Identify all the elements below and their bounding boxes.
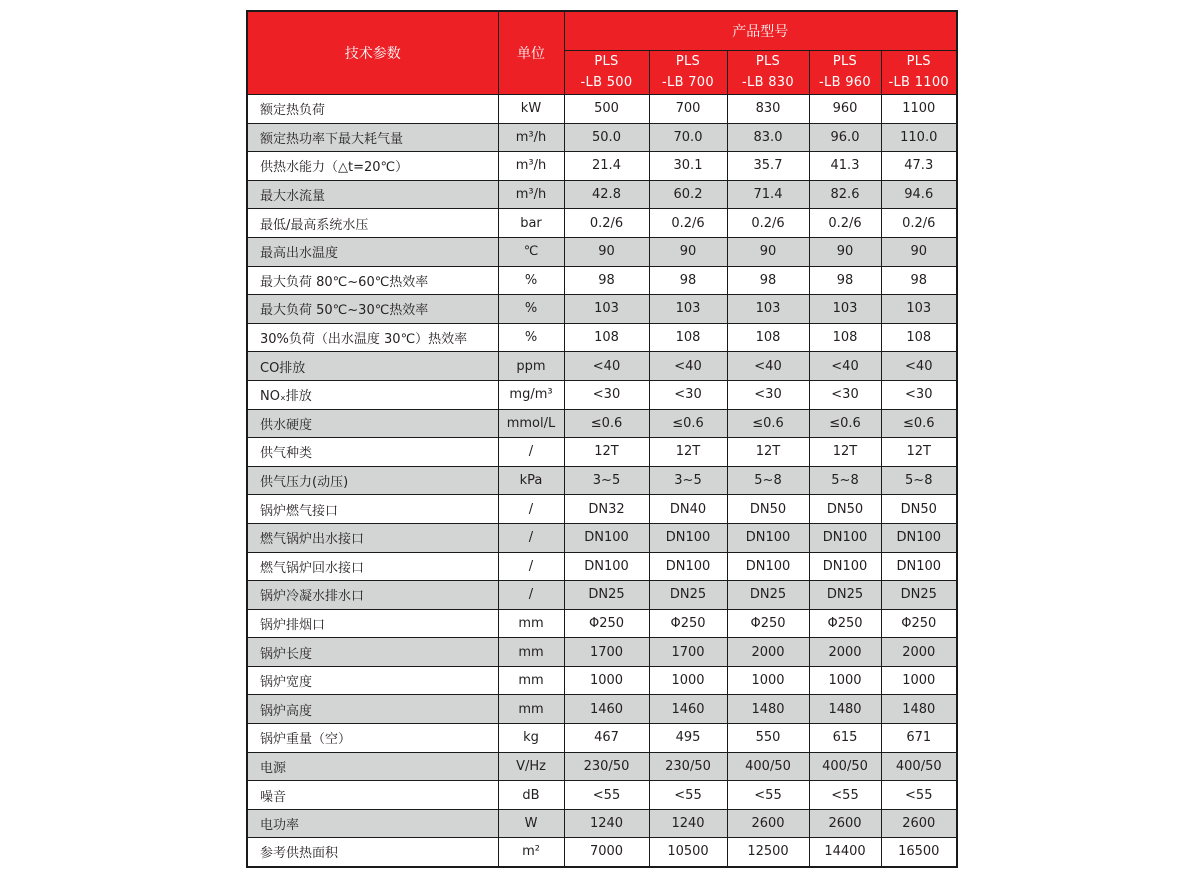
table-row	[247, 95, 957, 124]
table-row	[247, 323, 957, 352]
value-cell: Φ250	[881, 609, 957, 638]
product-spec-table	[246, 10, 958, 868]
model-header-cell	[727, 51, 809, 95]
value-cell: <55	[727, 781, 809, 810]
value-cell: Φ250	[727, 609, 809, 638]
table-row	[247, 152, 957, 181]
value-cell: <40	[881, 352, 957, 381]
table-row	[247, 380, 957, 409]
value-cell: 12T	[809, 438, 881, 467]
value-cell: 1480	[881, 695, 957, 724]
value-cell: 1000	[727, 666, 809, 695]
value-cell: 90	[564, 237, 649, 266]
table-row	[247, 209, 957, 238]
value-cell: 550	[727, 724, 809, 753]
unit-cell: kPa	[498, 466, 564, 495]
header-group-row	[247, 11, 957, 51]
unit-cell: %	[498, 266, 564, 295]
model-name-line: -LB 1100	[888, 74, 949, 90]
value-cell: 0.2/6	[881, 209, 957, 238]
value-cell: 71.4	[727, 180, 809, 209]
value-cell: 1240	[564, 809, 649, 838]
value-cell: 3~5	[564, 466, 649, 495]
table-row	[247, 409, 957, 438]
unit-cell: %	[498, 323, 564, 352]
model-group-header: 产品型号	[564, 11, 957, 51]
param-cell: 锅炉冷凝水排水口	[247, 581, 498, 610]
table-row	[247, 609, 957, 638]
param-cell: 供气种类	[247, 438, 498, 467]
value-cell: 467	[564, 724, 649, 753]
value-cell: Φ250	[649, 609, 727, 638]
value-cell: DN25	[881, 581, 957, 610]
value-cell: 98	[809, 266, 881, 295]
model-name-line: -LB 500	[580, 74, 633, 90]
table-row	[247, 123, 957, 152]
value-cell: 230/50	[564, 752, 649, 781]
value-cell: 0.2/6	[727, 209, 809, 238]
table-row	[247, 581, 957, 610]
table-row	[247, 666, 957, 695]
value-cell: DN100	[564, 552, 649, 581]
value-cell: 0.2/6	[564, 209, 649, 238]
value-cell: 70.0	[649, 123, 727, 152]
value-cell: 671	[881, 724, 957, 753]
value-cell: 103	[649, 295, 727, 324]
param-cell: 参考供热面积	[247, 838, 498, 867]
value-cell: 103	[809, 295, 881, 324]
unit-cell: /	[498, 495, 564, 524]
value-cell: 83.0	[727, 123, 809, 152]
unit-cell: kg	[498, 724, 564, 753]
value-cell: 1000	[809, 666, 881, 695]
value-cell: 35.7	[727, 152, 809, 181]
value-cell: ≤0.6	[564, 409, 649, 438]
value-cell: 14400	[809, 838, 881, 867]
value-cell: DN100	[881, 523, 957, 552]
value-cell: 90	[881, 237, 957, 266]
param-column-header: 技术参数	[247, 11, 498, 95]
value-cell: 108	[564, 323, 649, 352]
table-row	[247, 438, 957, 467]
value-cell: <55	[649, 781, 727, 810]
unit-cell: mm	[498, 666, 564, 695]
value-cell: 98	[564, 266, 649, 295]
table-row	[247, 838, 957, 867]
value-cell: 2600	[881, 809, 957, 838]
param-cell: 锅炉排烟口	[247, 609, 498, 638]
value-cell: <30	[809, 380, 881, 409]
value-cell: 5~8	[809, 466, 881, 495]
value-cell: 400/50	[727, 752, 809, 781]
model-header-cell	[564, 51, 649, 95]
value-cell: DN100	[649, 523, 727, 552]
param-cell: 最大负荷 80℃~60℃热效率	[247, 266, 498, 295]
value-cell: DN100	[809, 523, 881, 552]
value-cell: <40	[649, 352, 727, 381]
value-cell: DN50	[809, 495, 881, 524]
table-row	[247, 352, 957, 381]
value-cell: DN100	[727, 523, 809, 552]
value-cell: 82.6	[809, 180, 881, 209]
param-cell: 锅炉高度	[247, 695, 498, 724]
value-cell: 1700	[564, 638, 649, 667]
value-cell: 30.1	[649, 152, 727, 181]
value-cell: <40	[809, 352, 881, 381]
value-cell: ≤0.6	[727, 409, 809, 438]
value-cell: 103	[564, 295, 649, 324]
value-cell: DN100	[881, 552, 957, 581]
value-cell: 110.0	[881, 123, 957, 152]
table-row	[247, 466, 957, 495]
table-row	[247, 724, 957, 753]
value-cell: DN100	[809, 552, 881, 581]
value-cell: 1460	[649, 695, 727, 724]
model-header-cell	[649, 51, 727, 95]
value-cell: ≤0.6	[809, 409, 881, 438]
unit-cell: /	[498, 581, 564, 610]
table-row	[247, 552, 957, 581]
value-cell: 90	[809, 237, 881, 266]
unit-cell: V/Hz	[498, 752, 564, 781]
param-cell: 30%负荷（出水温度 30℃）热效率	[247, 323, 498, 352]
param-cell: 最大水流量	[247, 180, 498, 209]
value-cell: 12T	[649, 438, 727, 467]
param-cell: 锅炉燃气接口	[247, 495, 498, 524]
value-cell: <55	[564, 781, 649, 810]
model-name-line: PLS	[594, 54, 619, 70]
value-cell: 98	[881, 266, 957, 295]
unit-cell: %	[498, 295, 564, 324]
param-cell: 额定热负荷	[247, 95, 498, 124]
unit-cell: m²	[498, 838, 564, 867]
value-cell: 495	[649, 724, 727, 753]
unit-cell: mm	[498, 609, 564, 638]
value-cell: 2000	[809, 638, 881, 667]
param-cell: 噪音	[247, 781, 498, 810]
value-cell: 47.3	[881, 152, 957, 181]
table-row	[247, 809, 957, 838]
model-name-line: PLS	[675, 54, 701, 70]
value-cell: 1000	[881, 666, 957, 695]
value-cell: <55	[809, 781, 881, 810]
value-cell: 615	[809, 724, 881, 753]
param-cell: 最高出水温度	[247, 237, 498, 266]
value-cell: <40	[727, 352, 809, 381]
unit-cell: mm	[498, 695, 564, 724]
unit-cell: dB	[498, 781, 564, 810]
model-header-cell	[809, 51, 881, 95]
table-header	[247, 11, 957, 95]
unit-cell: ℃	[498, 237, 564, 266]
unit-cell: m³/h	[498, 152, 564, 181]
value-cell: 1240	[649, 809, 727, 838]
value-cell: <30	[564, 380, 649, 409]
param-cell: 供气压力(动压)	[247, 466, 498, 495]
value-cell: DN32	[564, 495, 649, 524]
value-cell: DN100	[564, 523, 649, 552]
table-row	[247, 180, 957, 209]
value-cell: DN25	[727, 581, 809, 610]
unit-cell: ppm	[498, 352, 564, 381]
value-cell: 12T	[881, 438, 957, 467]
param-cell: 电源	[247, 752, 498, 781]
value-cell: 10500	[649, 838, 727, 867]
value-cell: 1100	[881, 95, 957, 124]
param-cell: 燃气锅炉回水接口	[247, 552, 498, 581]
param-cell: 最低/最高系统水压	[247, 209, 498, 238]
value-cell: 500	[564, 95, 649, 124]
value-cell: 108	[649, 323, 727, 352]
table-row	[247, 695, 957, 724]
value-cell: <30	[727, 380, 809, 409]
value-cell: 90	[649, 237, 727, 266]
unit-column-header: 单位	[498, 11, 564, 95]
param-cell: 电功率	[247, 809, 498, 838]
value-cell: DN100	[649, 552, 727, 581]
value-cell: 103	[727, 295, 809, 324]
value-cell: <55	[881, 781, 957, 810]
value-cell: DN25	[809, 581, 881, 610]
unit-cell: mmol/L	[498, 409, 564, 438]
unit-cell: mg/m³	[498, 380, 564, 409]
value-cell: 1000	[649, 666, 727, 695]
value-cell: 2600	[727, 809, 809, 838]
value-cell: 42.8	[564, 180, 649, 209]
table-row	[247, 237, 957, 266]
value-cell: 830	[727, 95, 809, 124]
param-cell: 额定热功率下最大耗气量	[247, 123, 498, 152]
value-cell: <30	[881, 380, 957, 409]
unit-cell: /	[498, 438, 564, 467]
value-cell: 103	[881, 295, 957, 324]
value-cell: 5~8	[881, 466, 957, 495]
model-name-line: PLS	[832, 54, 858, 70]
value-cell: 1480	[809, 695, 881, 724]
value-cell: DN50	[881, 495, 957, 524]
unit-cell: m³/h	[498, 123, 564, 152]
value-cell: 41.3	[809, 152, 881, 181]
value-cell: 3~5	[649, 466, 727, 495]
param-cell: NOₓ排放	[247, 380, 498, 409]
value-cell: 1480	[727, 695, 809, 724]
unit-cell: W	[498, 809, 564, 838]
value-cell: 94.6	[881, 180, 957, 209]
value-cell: 7000	[564, 838, 649, 867]
value-cell: 12T	[727, 438, 809, 467]
value-cell: DN100	[727, 552, 809, 581]
value-cell: 1000	[564, 666, 649, 695]
value-cell: ≤0.6	[649, 409, 727, 438]
model-header-cell	[881, 51, 957, 95]
model-name-line: -LB 960	[819, 74, 871, 90]
param-cell: 锅炉宽度	[247, 666, 498, 695]
value-cell: Φ250	[564, 609, 649, 638]
model-name-line: PLS	[906, 54, 931, 70]
value-cell: 21.4	[564, 152, 649, 181]
value-cell: <40	[564, 352, 649, 381]
value-cell: 12T	[564, 438, 649, 467]
value-cell: 12500	[727, 838, 809, 867]
table-row	[247, 266, 957, 295]
value-cell: 0.2/6	[809, 209, 881, 238]
value-cell: 108	[809, 323, 881, 352]
value-cell: <30	[649, 380, 727, 409]
value-cell: 230/50	[649, 752, 727, 781]
value-cell: 700	[649, 95, 727, 124]
table-row	[247, 752, 957, 781]
param-cell: 锅炉长度	[247, 638, 498, 667]
value-cell: 5~8	[727, 466, 809, 495]
table-row	[247, 781, 957, 810]
unit-cell: kW	[498, 95, 564, 124]
table-body	[247, 95, 957, 867]
value-cell: 1460	[564, 695, 649, 724]
value-cell: 108	[727, 323, 809, 352]
value-cell: DN50	[727, 495, 809, 524]
value-cell: 2000	[881, 638, 957, 667]
unit-cell: /	[498, 552, 564, 581]
model-name-line: -LB 830	[742, 74, 794, 90]
value-cell: 98	[727, 266, 809, 295]
table-row	[247, 638, 957, 667]
param-cell: 供水硬度	[247, 409, 498, 438]
unit-cell: bar	[498, 209, 564, 238]
value-cell: 60.2	[649, 180, 727, 209]
value-cell: 90	[727, 237, 809, 266]
table-row	[247, 495, 957, 524]
value-cell: 960	[809, 95, 881, 124]
param-cell: CO排放	[247, 352, 498, 381]
value-cell: 96.0	[809, 123, 881, 152]
table-row	[247, 295, 957, 324]
unit-cell: m³/h	[498, 180, 564, 209]
value-cell: 0.2/6	[649, 209, 727, 238]
value-cell: DN40	[649, 495, 727, 524]
value-cell: 108	[881, 323, 957, 352]
value-cell: DN25	[649, 581, 727, 610]
value-cell: DN25	[564, 581, 649, 610]
value-cell: 16500	[881, 838, 957, 867]
model-name-line: PLS	[755, 54, 781, 70]
table-row	[247, 523, 957, 552]
value-cell: Φ250	[809, 609, 881, 638]
value-cell: 1700	[649, 638, 727, 667]
value-cell: ≤0.6	[881, 409, 957, 438]
value-cell: 2600	[809, 809, 881, 838]
param-cell: 供热水能力（△t=20℃）	[247, 152, 498, 181]
value-cell: 400/50	[881, 752, 957, 781]
unit-cell: /	[498, 523, 564, 552]
model-name-line: -LB 700	[662, 74, 714, 90]
unit-cell: mm	[498, 638, 564, 667]
param-cell: 锅炉重量（空）	[247, 724, 498, 753]
param-cell: 燃气锅炉出水接口	[247, 523, 498, 552]
param-cell: 最大负荷 50℃~30℃热效率	[247, 295, 498, 324]
value-cell: 50.0	[564, 123, 649, 152]
value-cell: 98	[649, 266, 727, 295]
value-cell: 400/50	[809, 752, 881, 781]
value-cell: 2000	[727, 638, 809, 667]
